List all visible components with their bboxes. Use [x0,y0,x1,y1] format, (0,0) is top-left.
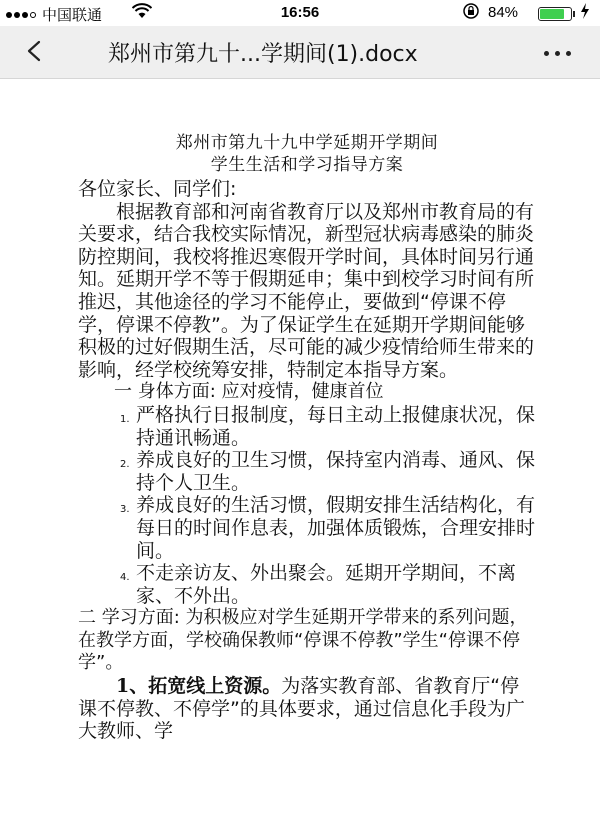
doc-heading [78,132,536,176]
intro-paragraph: 根据教育部和河南省教育厅以及郑州市教育局的有关要求，结合我校实际情况，新型冠状病毒感染的肺炎防控期间，我校将推迟寒假开学时间，具体时间另行通知。延期开学不等于假期延申；集中到校学习时间有所推迟，其他途径的学习不能停止，要做到“停课不停学，停课不停教”。为了保证学生在延期开学期间能够积极的过好假期生活，尽可能的减少疫情给师生带来的影响，经学校统筹安排，特制定本指导方案。 [78,200,535,381]
list-number: 4. [120,572,130,584]
item-1-text: 为落实教育部、省教育厅“停课不停教、不停学”的具体要求，通过信息化手段为广大教师、学 [78,675,525,743]
section-1-title: 一 身体方面: 应对疫情，健康首位 [114,381,384,403]
list-item [78,449,536,494]
document-body [78,132,536,743]
back-chevron-icon[interactable] [24,40,46,62]
battery-icon [538,7,572,21]
list-item [78,404,536,449]
doc-heading-line1: 郑州市第九十九中学延期开学期间 [175,133,439,153]
item-1-lead: 1、拓宽线上资源。 [116,675,282,698]
battery-percent: 84% [488,4,519,21]
status-bar [0,0,600,26]
list-text: 养成良好的生活习惯，假期安排生活结构化，有每日的时间作息表，加强体质锻炼，合理安排时间。 [136,494,536,562]
orientation-lock-icon [462,2,480,25]
doc-heading-line2: 学生生活和学习指导方案 [210,155,404,175]
list-number: 1. [120,413,130,425]
list-item [78,494,536,562]
battery-level [540,9,564,19]
list-text: 不走亲访友、外出聚会。延期开学期间，不离家、不外出。 [136,562,517,607]
list-number: 3. [120,504,130,516]
more-options-icon[interactable] [538,46,578,60]
list-number: 2. [120,459,130,471]
nav-bar [0,26,600,79]
list-item [78,562,536,607]
clock: 16:56 [280,4,320,21]
battery-tip [573,11,575,17]
section-2-paragraph: 二 学习方面: 为积极应对学生延期开学带来的系列问题，在教学方面，学校确保教师“停课不停教”学生“停课不停学”。 [78,607,528,674]
list-text: 严格执行日报制度，每日主动上报健康状况，保持通讯畅通。 [136,403,536,449]
list-text: 养成良好的卫生习惯，保持室内消毒、通风、保持个人卫生。 [136,449,536,494]
charging-icon [580,3,590,23]
document-title: 郑州市第九十...学期间(1).docx [108,42,418,67]
carrier-name: 中国联通 [42,7,103,24]
item-1-paragraph [78,675,536,743]
greeting: 各位家长、同学们: [78,178,237,200]
